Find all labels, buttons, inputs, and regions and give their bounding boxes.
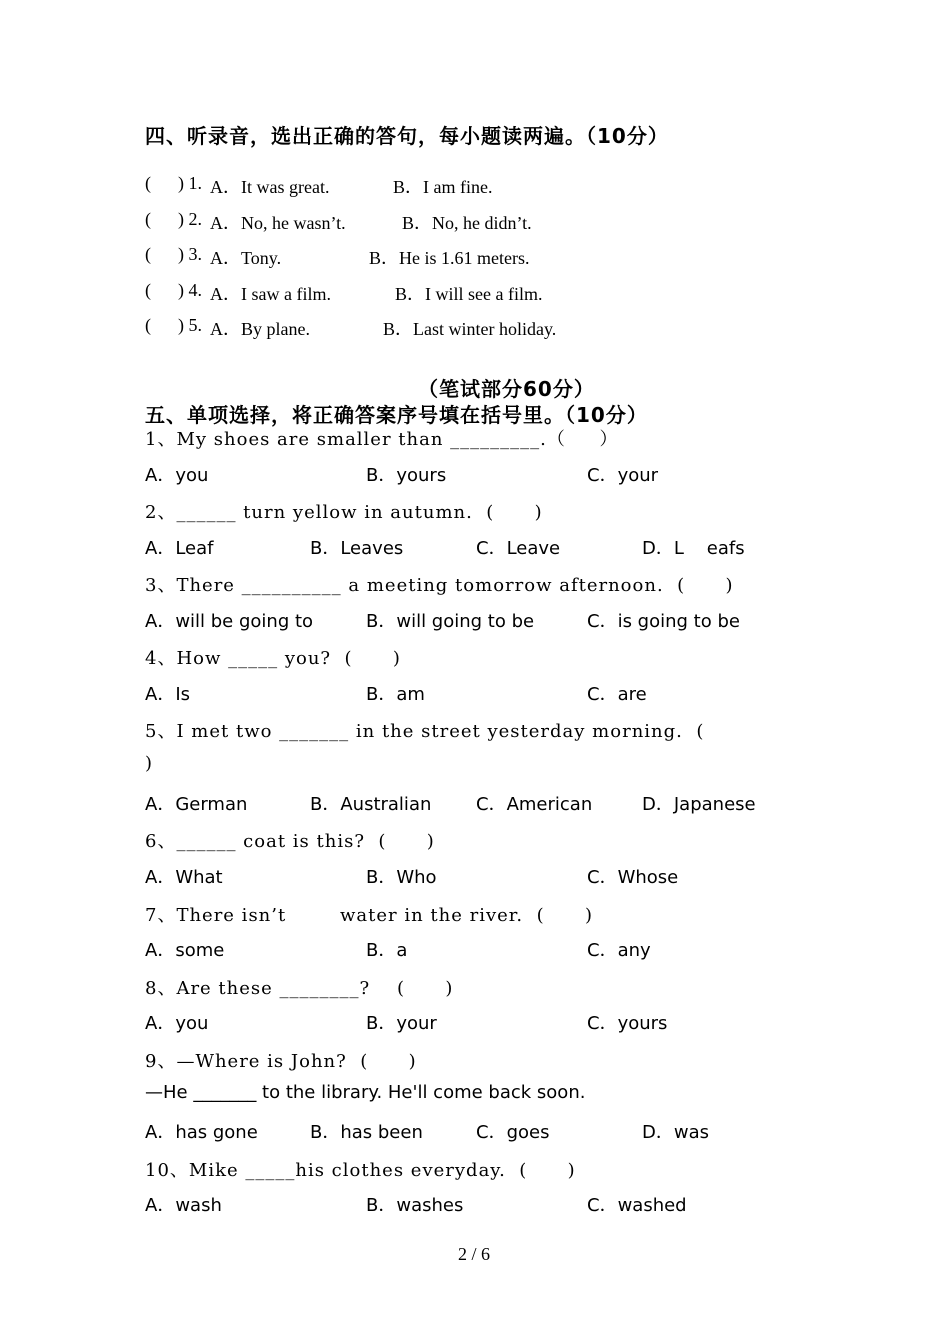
listening-item-1-option-a: A．It was great. — [210, 177, 330, 197]
question-2-option-c: C．Leave — [476, 538, 561, 559]
question-2-option-d: D．L eafs — [642, 538, 745, 559]
question-5-option-c: C．American — [476, 794, 593, 815]
question-8-option-c: C．yours — [587, 1013, 668, 1034]
question-8-option-b: B．your — [366, 1013, 437, 1034]
question-1-option-c: C．your — [587, 465, 659, 486]
listening-item-2-number: ( ) 2. — [145, 209, 202, 229]
listening-item-5-option-a: A．By plane. — [210, 319, 310, 339]
question-2-option-b: B．Leaves — [310, 538, 404, 559]
question-3-option-b: B．will going to be — [366, 611, 535, 632]
question-5-option-a: A．German — [145, 794, 248, 815]
question-6-option-c: C．Whose — [587, 867, 679, 888]
listening-item-3-option-a: A．Tony. — [210, 248, 282, 268]
question-7-option-b: B．a — [366, 940, 408, 961]
question-8-option-a: A．you — [145, 1013, 209, 1034]
section4-title: 四、听录音，选出正确的答句，每小题读两遍。（10分） — [145, 124, 669, 148]
question-6-option-b: B．Who — [366, 867, 437, 888]
listening-item-5-option-b: B．Last winter holiday. — [383, 319, 557, 339]
question-8: 8、Are these ________? ( ) — [145, 978, 454, 999]
listening-item-1-option-b: B．I am fine. — [393, 177, 493, 197]
question-6-option-a: A．What — [145, 867, 223, 888]
question-9-option-c: C．goes — [476, 1122, 550, 1143]
question-4-option-b: B．am — [366, 684, 425, 705]
question-5-option-d: D．Japanese — [642, 794, 756, 815]
question-7-option-c: C．any — [587, 940, 651, 961]
listening-item-2-option-a: A．No, he wasn’t. — [210, 213, 346, 233]
question-1-option-a: A．you — [145, 465, 209, 486]
listening-item-4-option-a: A．I saw a film. — [210, 284, 331, 304]
question-9-sentence: —He _______ to the library. He'll come back soon. — [145, 1082, 586, 1103]
question-10-option-c: C．washed — [587, 1195, 687, 1216]
question-5: 5、I met two _______ in the street yesterday morning. ( — [145, 721, 705, 742]
question-10-option-a: A．wash — [145, 1195, 222, 1216]
question-3-option-c: C．is going to be — [587, 611, 740, 632]
question-4-option-a: A．Is — [145, 684, 190, 705]
question-4-option-c: C．are — [587, 684, 647, 705]
question-9-option-d: D．was — [642, 1122, 709, 1143]
listening-item-4-option-b: B．I will see a film. — [395, 284, 543, 304]
written-part-header: （笔试部分60分） — [418, 377, 595, 401]
question-9-option-b: B．has been — [310, 1122, 423, 1143]
question-10-option-b: B．washes — [366, 1195, 464, 1216]
listening-item-3-number: ( ) 3. — [145, 244, 202, 264]
question-3: 3、There __________ a meeting tomorrow afternoon. ( ) — [145, 575, 734, 596]
question-7-option-a: A．some — [145, 940, 225, 961]
listening-item-4-number: ( ) 4. — [145, 280, 202, 300]
question-4: 4、How _____ you? ( ) — [145, 648, 401, 669]
question-7: 7、There isn’t water in the river. ( ) — [145, 905, 593, 926]
question-1: 1、My shoes are smaller than _________.（ ） — [145, 429, 619, 450]
question-9: 9、—Where is John? ( ) — [145, 1051, 417, 1072]
question-1-option-b: B．yours — [366, 465, 447, 486]
question-6: 6、______ coat is this? ( ) — [145, 831, 435, 852]
question-5-option-b: B．Australian — [310, 794, 432, 815]
question-10: 10、Mike _____his clothes everyday. ( ) — [145, 1160, 576, 1181]
question-3-option-a: A．will be going to — [145, 611, 314, 632]
page-number: 2 / 6 — [458, 1244, 491, 1264]
question-5-wrap: ) — [145, 753, 154, 774]
listening-item-3-option-b: B．He is 1.61 meters. — [369, 248, 530, 268]
listening-item-5-number: ( ) 5. — [145, 315, 202, 335]
question-2-option-a: A．Leaf — [145, 538, 214, 559]
listening-item-1-number: ( ) 1. — [145, 173, 202, 193]
question-2: 2、______ turn yellow in autumn. ( ) — [145, 502, 543, 523]
listening-item-2-option-b: B．No, he didn’t. — [402, 213, 532, 233]
section5-title: 五、单项选择，将正确答案序号填在括号里。（10分） — [145, 403, 648, 427]
question-9-option-a: A．has gone — [145, 1122, 258, 1143]
